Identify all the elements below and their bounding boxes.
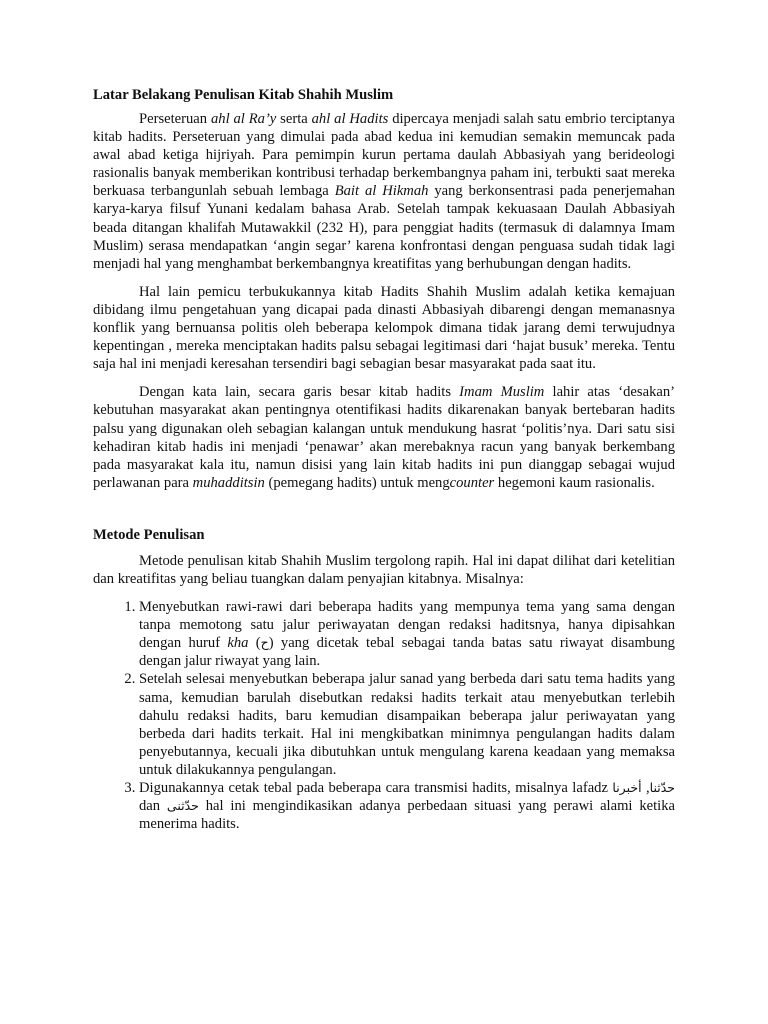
- p3-term-imam-muslim: Imam Muslim: [459, 384, 545, 401]
- p1-term-bait-al-hikmah: Bait al Hikmah: [334, 183, 429, 200]
- list-item-2: 2. Setelah selesai menyebutkan beberapa jalur sanad yang berbeda dari satu tema hadits yang sama, kemudian barulah disebutkan redaksi hadits terkait atau menyebutkan terlebih dahulu redaksi hadits, baru kemudian disampaikan beberapa jalur periwayatan yang berbeda dari hadits terkait. Hal ini mengkibatkan minimnya pengulangan hadits dalam penyebutannya, kecuali jika dibutuhkan untuk mengulang karena keadaan yang memaksa untuk dilakukannya pengulangan.: [139, 670, 675, 779]
- paragraph-1: [93, 110, 675, 273]
- item1-term-kha: kha: [227, 635, 249, 652]
- item1-text-c: (: [248, 635, 261, 652]
- p1-term-ahl-al-hadits: ahl al Hadits: [311, 111, 389, 127]
- p3-text-g: hegemoni kaum rasionalis.: [494, 474, 655, 491]
- p1-term-ahl-al-ray: ahl al Ra’y: [210, 111, 277, 127]
- metode-intro: Metode penulisan kitab Shahih Muslim tergolong rapih. Hal ini dapat dilihat dari ketelitian dan kreatifitas yang beliau tuangkan dalam penyajian kitabnya. Misalnya:: [93, 552, 675, 587]
- p1-text-c: serta: [276, 111, 312, 127]
- p1-text-g: yang berkonsentrasi pada penerjemahan karya-karya filsuf Yunani kedalam bahasa Arab. Setelah tampak kekuasaan Daulah Abbasiyah beada ditangan khalifah Mutawakkil (232 H), para penggiat hadits (termasuk di dalamnya Imam Muslim) serasa mendapatkan ‘angin segar’ karena konfrontasi dengan penguasa sudah tidak lagi menjadi hal yang menghambat berkembangnya kreatifitas yang berhubungan dengan hadits.: [93, 183, 675, 272]
- list-item-3: [139, 779, 675, 833]
- item3-text-a: Digunakannya cetak tebal pada beberapa cara transmisi hadits, misalnya lafadz: [139, 780, 613, 796]
- item3-arabic-haddatsana: حدّثنا: [649, 780, 675, 795]
- item3-arabic-akhbarana: أخبرنا: [612, 780, 642, 795]
- p3-text-c: lahir atas ‘desakan’ kebutuhan masyarakat akan pentingnya otentifikasi hadits dikarenakan banyak bertebaran hadits palsu yang digunakan oleh sebagian kalangan untuk mendukung hasrat ‘politis’nya. Dari satu sisi kehadiran kitab hadis ini menjadi ‘penawar’ akan merebaknya racun yang banyak berkembang pada masyarakat kala itu, namun disisi yang lain kitab hadits ini pun dianggap sebagai wujud perlawanan para: [93, 384, 675, 491]
- section-heading-latar-belakang: Latar Belakang Penulisan Kitab Shahih Muslim: [93, 87, 394, 103]
- p3-text-e: (pemegang hadits) untuk meng: [264, 474, 450, 491]
- item3-text-g: hal ini mengindikasikan adanya perbedaan situasi yang perawi alami ketika menerima hadits.: [139, 798, 675, 833]
- item1-text-e: ) yang dicetak tebal sebagai tanda batas satu riwayat disambung dengan jalur riwayat yang lain.: [139, 635, 675, 670]
- p3-term-counter: counter: [449, 474, 495, 491]
- item1-arabic-kha: ح: [260, 635, 269, 651]
- item3-text-c: ,: [641, 780, 650, 796]
- p1-text-a: Perseteruan: [139, 111, 211, 127]
- list-item-1: [139, 598, 675, 670]
- p3-text-a: Dengan kata lain, secara garis besar kitab hadits: [139, 384, 460, 401]
- paragraph-2: Hal lain pemicu terbukukannya kitab Hadits Shahih Muslim adalah ketika kemajuan dibidang ilmu pengetahuan yang dicapai pada dinasti Abbasiyah dibarengi dengan memanasnya konflik yang bernuansa politis oleh beberapa kelompok dimana tidak jarang demi terwujudnya kepentingan , mereka menciptakan hadits palsu sebagai legitimasi dari ‘hajat busuk’ mereka. Tentu saja hal ini menjadi keresahan tersendiri bagi sebagian besar masyarakat pada saat itu.: [93, 283, 675, 373]
- p1-text-e: dipercaya menjadi salah satu embrio terciptanya kitab hadits. Perseteruan yang dimulai pada abad kedua ini kemudian semakin memuncak pada awal abad ketiga hijriyah. Para pemimpin kurun pertama daulah Abbasiyah yang berideologi rasionalis banyak memberikan kontribusi terhadap berkembangnya paham ini, terbukti saat mereka berkuasa terbangunlah sebuah lembaga: [93, 111, 675, 200]
- item3-text-e: dan: [139, 798, 167, 815]
- item3-arabic-haddatsani: حدّثنى: [166, 798, 199, 814]
- p3-term-muhadditsin: muhadditsin: [192, 474, 265, 491]
- section-heading-metode-penulisan: Metode Penulisan: [93, 526, 205, 543]
- paragraph-3: [93, 383, 675, 492]
- metode-list: [93, 598, 675, 833]
- item1-text-a: Menyebutkan rawi-rawi dari beberapa hadits yang mempunya tema yang sama dengan tanpa memotong satu jalur periwayatan dengan redaksi haditsnya, hanya dipisahkan dengan huruf: [139, 599, 675, 652]
